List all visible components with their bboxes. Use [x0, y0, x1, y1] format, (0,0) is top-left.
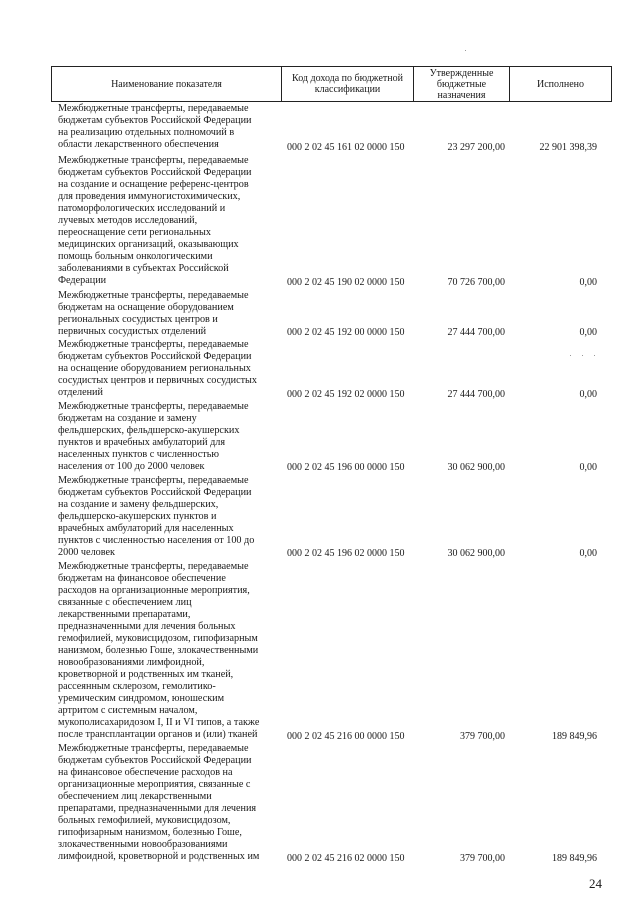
header-executed: Исполнено — [536, 78, 584, 90]
row-executed: 0,00 — [579, 462, 597, 473]
row-code: 000 2 02 45 216 02 0000 150 — [287, 853, 405, 864]
row-approved: 30 062 900,00 — [447, 462, 505, 473]
row-code: 000 2 02 45 216 00 0000 150 — [287, 731, 405, 742]
table-header — [51, 66, 612, 102]
scan-speck — [570, 355, 571, 356]
row-name: Межбюджетные трансферты, передаваемые бюджетам субъектов Российской Федерации на создание и оснащение референс-центров для проведения иммуногистохимических, патоморфологических исследований и лучевых методов исследований, переоснащение сети региональных медицинских организаций, оказывающих помощь больным онкологическими заболеваниями в субъектах Российской Федерации — [58, 155, 252, 286]
row-name: Межбюджетные трансферты, передаваемые бюджетам на оснащение оборудованием региональных сосудистых центров и первичных сосудистых отделений — [58, 290, 249, 337]
row-name: Межбюджетные трансферты, передаваемые бюджетам субъектов Российской Федерации на финансовое обеспечение расходов на организационные мероприятия, связанные с обеспечением лиц лекарственными препаратами, предназначенными для лечения больных гемофилией, муковисцидозом, гипофизарным нанизмом, болезнью Гоше, злокачественными новообразованиями лимфоидной, кроветворной и родственных им — [58, 743, 260, 862]
row-code: 000 2 02 45 161 02 0000 150 — [287, 142, 405, 153]
row-executed: 0,00 — [579, 548, 597, 559]
row-code: 000 2 02 45 196 02 0000 150 — [287, 548, 405, 559]
row-executed: 189 849,96 — [552, 853, 597, 864]
row-code: 000 2 02 45 196 00 0000 150 — [287, 462, 405, 473]
row-approved: 70 726 700,00 — [447, 277, 505, 288]
row-approved: 30 062 900,00 — [447, 548, 505, 559]
row-code: 000 2 02 45 190 02 0000 150 — [287, 277, 405, 288]
row-executed: 0,00 — [579, 389, 597, 400]
row-name: Межбюджетные трансферты, передаваемые бюджетам субъектов Российской Федерации на реализацию отдельных полномочий в области лекарственного обеспечения — [58, 103, 252, 150]
row-executed: 0,00 — [579, 327, 597, 338]
row-code: 000 2 02 45 192 00 0000 150 — [287, 327, 405, 338]
scan-speck — [582, 355, 583, 356]
row-name: Межбюджетные трансферты, передаваемые бюджетам субъектов Российской Федерации на создание и замену фельдшерских, фельдшерско-акушерских пунктов и врачебных амбулаторий для населенных пунктов с численностью населения от 100 до 2000 человек — [58, 475, 255, 558]
row-executed: 189 849,96 — [552, 731, 597, 742]
row-name: Межбюджетные трансферты, передаваемые бюджетам субъектов Российской Федерации на оснащение оборудованием региональных сосудистых центров и первичных сосудистых отделений — [58, 339, 257, 398]
row-executed: 0,00 — [579, 277, 597, 288]
row-name: Межбюджетные трансферты, передаваемые бюджетам на финансовое обеспечение расходов на организационные мероприятия, связанные с обеспечением лиц лекарственными препаратами, предназначенными для лечения больных гемофилией, муковисцидозом, гипофизарным нанизмом, болезнью Гоше, злокачественными новообразованиями лимфоидной, кроветворной и родственных им тканей, рассеянным склерозом, гемолитико- уремическим синдромом, юношеским артритом с системным началом, мукополисахаридозом I, II и VI типов, а также после трансплантации органов и (или) тканей — [58, 561, 260, 740]
scan-speck — [465, 50, 466, 51]
row-approved: 23 297 200,00 — [447, 142, 505, 153]
page-number: 24 — [589, 876, 602, 891]
row-executed: 22 901 398,39 — [539, 142, 597, 153]
row-approved: 379 700,00 — [460, 731, 505, 742]
header-approved: Утвержденные бюджетные назначения — [429, 67, 494, 101]
header-name: Наименование показателя — [111, 78, 222, 90]
row-approved: 379 700,00 — [460, 853, 505, 864]
row-code: 000 2 02 45 192 02 0000 150 — [287, 389, 405, 400]
row-approved: 27 444 700,00 — [447, 389, 505, 400]
row-name: Межбюджетные трансферты, передаваемые бюджетам на создание и замену фельдшерских, фельдшерско-акушерских пунктов и врачебных амбулаторий для населенных пунктов с численностью населения от 100 до 2000 человек — [58, 401, 249, 472]
header-code: Код дохода по бюджетной классификации — [292, 73, 403, 95]
row-approved: 27 444 700,00 — [447, 327, 505, 338]
scan-speck — [594, 355, 595, 356]
